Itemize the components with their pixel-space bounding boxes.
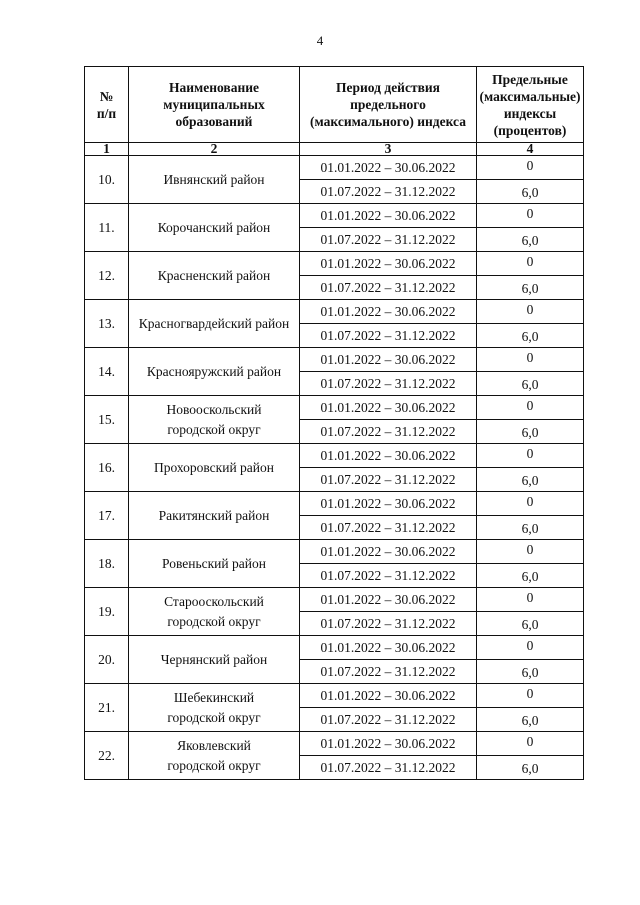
municipality-name: Ивнянский район: [129, 156, 300, 204]
table-row: [85, 540, 584, 564]
period-second-half: 01.07.2022 – 31.12.2022: [300, 276, 477, 300]
table-row: [85, 684, 584, 708]
column-number-2: 2: [129, 143, 300, 156]
period-first-half: 01.01.2022 – 30.06.2022: [300, 732, 477, 756]
table-row: [85, 636, 584, 660]
period-second-half: 01.07.2022 – 31.12.2022: [300, 228, 477, 252]
index-first-half: 0: [477, 348, 584, 372]
period-first-half: 01.01.2022 – 30.06.2022: [300, 156, 477, 180]
table-row: [85, 444, 584, 468]
index-second-half: 6,0: [477, 180, 584, 204]
index-second-half: 6,0: [477, 516, 584, 540]
row-number: 18.: [85, 540, 129, 588]
table-row: [85, 300, 584, 324]
index-first-half: 0: [477, 156, 584, 180]
municipality-name: Чернянский район: [129, 636, 300, 684]
period-second-half: 01.07.2022 – 31.12.2022: [300, 420, 477, 444]
index-first-half: 0: [477, 492, 584, 516]
municipal-index-table: [84, 66, 584, 780]
index-first-half: 0: [477, 684, 584, 708]
row-number: 20.: [85, 636, 129, 684]
index-second-half: 6,0: [477, 756, 584, 780]
index-second-half: 6,0: [477, 372, 584, 396]
index-first-half: 0: [477, 540, 584, 564]
header-period: Период действия предельного (максимального) индекса: [300, 67, 477, 143]
municipality-name: Старооскольский городской округ: [129, 588, 300, 636]
row-number: 16.: [85, 444, 129, 492]
period-second-half: 01.07.2022 – 31.12.2022: [300, 180, 477, 204]
index-second-half: 6,0: [477, 468, 584, 492]
index-second-half: 6,0: [477, 564, 584, 588]
period-second-half: 01.07.2022 – 31.12.2022: [300, 516, 477, 540]
index-first-half: 0: [477, 396, 584, 420]
period-first-half: 01.01.2022 – 30.06.2022: [300, 348, 477, 372]
table-row: [85, 252, 584, 276]
column-number-1: 1: [85, 143, 129, 156]
table-row: [85, 156, 584, 180]
row-number: 21.: [85, 684, 129, 732]
period-second-half: 01.07.2022 – 31.12.2022: [300, 372, 477, 396]
period-first-half: 01.01.2022 – 30.06.2022: [300, 396, 477, 420]
period-second-half: 01.07.2022 – 31.12.2022: [300, 660, 477, 684]
period-second-half: 01.07.2022 – 31.12.2022: [300, 468, 477, 492]
municipality-name: Прохоровский район: [129, 444, 300, 492]
period-first-half: 01.01.2022 – 30.06.2022: [300, 300, 477, 324]
index-first-half: 0: [477, 204, 584, 228]
period-second-half: 01.07.2022 – 31.12.2022: [300, 708, 477, 732]
index-first-half: 0: [477, 588, 584, 612]
index-second-half: 6,0: [477, 228, 584, 252]
period-second-half: 01.07.2022 – 31.12.2022: [300, 324, 477, 348]
header-number: № п/п: [85, 67, 129, 143]
municipality-name: Шебекинский городской округ: [129, 684, 300, 732]
period-first-half: 01.01.2022 – 30.06.2022: [300, 204, 477, 228]
index-first-half: 0: [477, 252, 584, 276]
period-first-half: 01.01.2022 – 30.06.2022: [300, 252, 477, 276]
period-first-half: 01.01.2022 – 30.06.2022: [300, 636, 477, 660]
table-row: [85, 348, 584, 372]
index-first-half: 0: [477, 300, 584, 324]
row-number: 22.: [85, 732, 129, 780]
municipality-name: Красненский район: [129, 252, 300, 300]
municipality-name: Краснояружский район: [129, 348, 300, 396]
index-second-half: 6,0: [477, 420, 584, 444]
row-number: 11.: [85, 204, 129, 252]
row-number: 13.: [85, 300, 129, 348]
header-municipality: Наименование муниципальных образований: [129, 67, 300, 143]
row-number: 19.: [85, 588, 129, 636]
period-second-half: 01.07.2022 – 31.12.2022: [300, 612, 477, 636]
header-index: Предельные (максимальные) индексы (процентов): [477, 67, 584, 143]
municipality-name: Яковлевский городской округ: [129, 732, 300, 780]
column-number-row: [85, 143, 584, 156]
table-row: [85, 204, 584, 228]
municipality-name: Корочанский район: [129, 204, 300, 252]
index-first-half: 0: [477, 636, 584, 660]
row-number: 14.: [85, 348, 129, 396]
table-row: [85, 396, 584, 420]
period-first-half: 01.01.2022 – 30.06.2022: [300, 684, 477, 708]
period-first-half: 01.01.2022 – 30.06.2022: [300, 492, 477, 516]
period-second-half: 01.07.2022 – 31.12.2022: [300, 756, 477, 780]
index-first-half: 0: [477, 732, 584, 756]
period-first-half: 01.01.2022 – 30.06.2022: [300, 444, 477, 468]
municipality-name: Новооскольский городской округ: [129, 396, 300, 444]
table-row: [85, 732, 584, 756]
index-second-half: 6,0: [477, 276, 584, 300]
row-number: 15.: [85, 396, 129, 444]
municipality-name: Ровеньский район: [129, 540, 300, 588]
row-number: 10.: [85, 156, 129, 204]
table-body: [85, 156, 584, 780]
table-header-row: [85, 67, 584, 143]
page-number: 4: [316, 33, 324, 48]
row-number: 12.: [85, 252, 129, 300]
index-first-half: 0: [477, 444, 584, 468]
index-second-half: 6,0: [477, 324, 584, 348]
table-row: [85, 588, 584, 612]
period-first-half: 01.01.2022 – 30.06.2022: [300, 540, 477, 564]
column-number-4: 4: [477, 143, 584, 156]
municipality-name: Красногвардейский район: [129, 300, 300, 348]
period-second-half: 01.07.2022 – 31.12.2022: [300, 564, 477, 588]
municipality-name: Ракитянский район: [129, 492, 300, 540]
index-second-half: 6,0: [477, 660, 584, 684]
row-number: 17.: [85, 492, 129, 540]
period-first-half: 01.01.2022 – 30.06.2022: [300, 588, 477, 612]
index-second-half: 6,0: [477, 708, 584, 732]
table-row: [85, 492, 584, 516]
column-number-3: 3: [300, 143, 477, 156]
index-second-half: 6,0: [477, 612, 584, 636]
